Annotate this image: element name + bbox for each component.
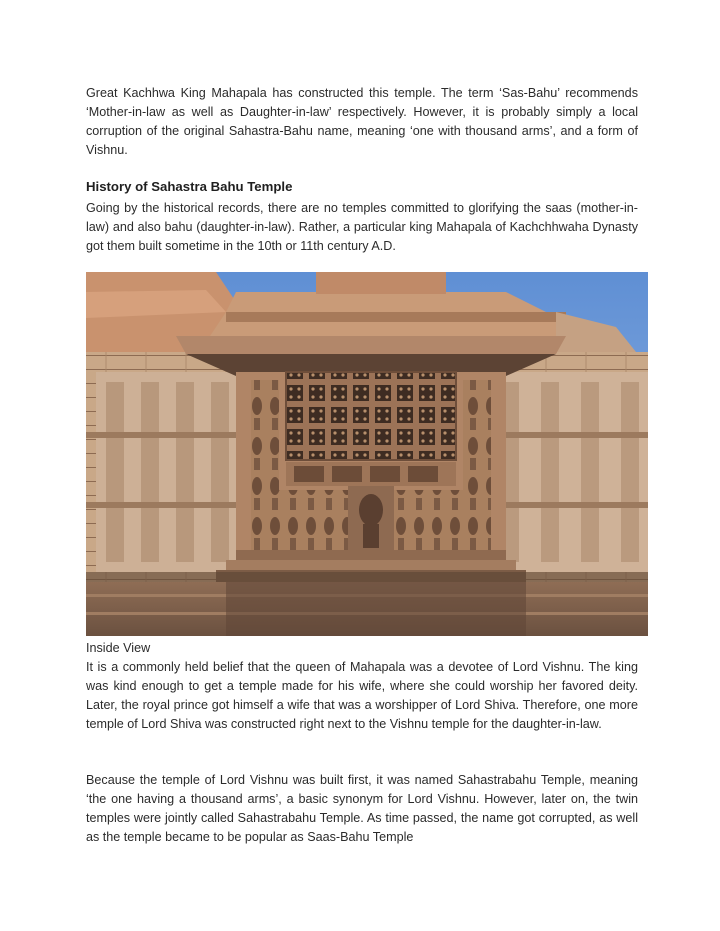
lattice-window	[286, 372, 456, 460]
belief-paragraph: It is a commonly held belief that the queen of Mahapala was a devotee of Lord Vishnu. The king was kind enough to get a temple made for his wife, where she could worship her favored deity. Later, the royal prince got himself a wife that was a worshipper of Lord Shiva. Therefore, one more temple of Lord Shiva was constructed right next to the Vishnu temple for the daughter-in-law.	[86, 660, 638, 731]
temple-illustration	[86, 272, 648, 636]
temple-photo	[86, 272, 648, 636]
intro-paragraph: Great Kachhwa King Mahapala has constructed this temple. The term ‘Sas-Bahu’ recommends ‘Mother-in-law as well as Daughter-in-law’ respectively. However, it is probably simply a local corruption of the original Sahastra-Bahu name, meaning ‘one with thousand arms’, and a form of Vishnu.	[86, 86, 638, 157]
figure-caption: Inside View	[86, 641, 151, 655]
balcony-eave	[176, 336, 566, 354]
history-paragraph: Going by the historical records, there are no temples committed to glorifying the saas (mother-in-law) and also bahu (daughter-in-law). Rather, a particular king Mahapala of Kachchhwaha Dynasty got them built sometime in the 10th or 11th century A.D.	[86, 201, 638, 253]
because-paragraph: Because the temple of Lord Vishnu was built first, it was named Sahastrabahu Temple, meaning ‘the one having a thousand arms’, a basic synonym for Lord Vishnu. However, later on, the twin temples were jointly called Sahastrabahu Temple. As time passed, the name got corrupted, as well as the temple became to be popular as Saas-Bahu Temple	[86, 773, 638, 844]
section-heading-history: History of Sahastra Bahu Temple	[86, 179, 293, 194]
